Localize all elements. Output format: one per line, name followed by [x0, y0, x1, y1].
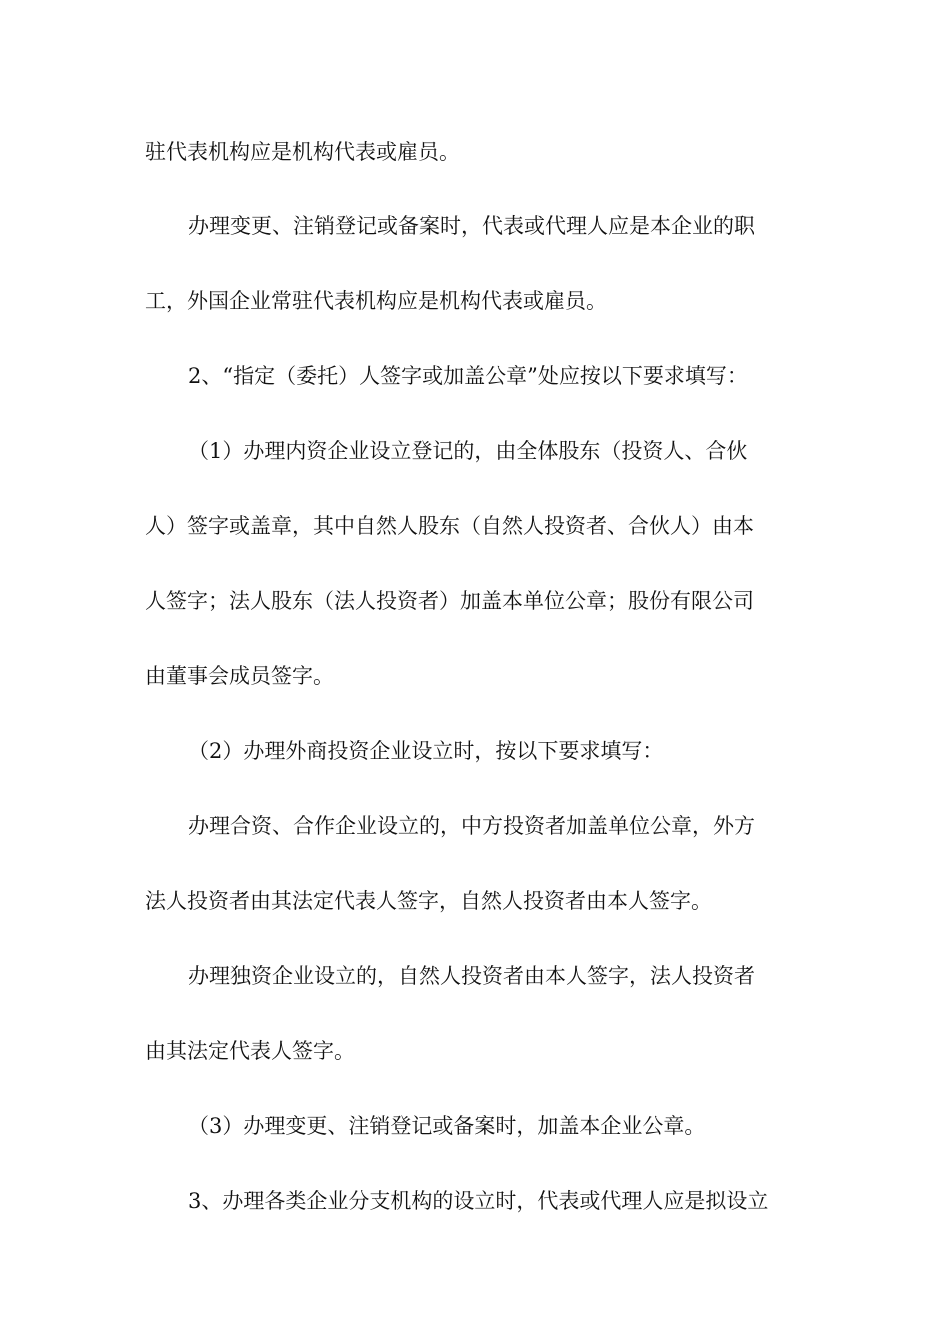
- text-line: 3、办理各类企业分支机构的设立时，代表或代理人应是拟设立: [188, 1189, 769, 1213]
- text-line: 驻代表机构应是机构代表或雇员。: [145, 140, 460, 164]
- text-line: 办理变更、注销登记或备案时，代表或代理人应是本企业的职: [188, 214, 755, 238]
- text-line: （1）办理内资企业设立登记的，由全体股东（投资人、合伙: [188, 439, 748, 463]
- text-line: 办理合资、合作企业设立的，中方投资者加盖单位公章，外方: [188, 814, 755, 838]
- text-line: 由其法定代表人签字。: [145, 1039, 355, 1063]
- text-line: 工，外国企业常驻代表机构应是机构代表或雇员。: [145, 289, 607, 313]
- text-line: 2、“指定（委托）人签字或加盖公章”处应按以下要求填写：: [188, 364, 748, 388]
- text-line: 人签字；法人股东（法人投资者）加盖本单位公章；股份有限公司: [145, 589, 754, 613]
- text-line: （3）办理变更、注销登记或备案时，加盖本企业公章。: [188, 1114, 706, 1138]
- text-line: 办理独资企业设立的，自然人投资者由本人签字，法人投资者: [188, 964, 755, 988]
- text-line: 由董事会成员签字。: [145, 664, 334, 688]
- text-line: （2）办理外商投资企业设立时，按以下要求填写：: [188, 739, 664, 763]
- text-line: 法人投资者由其法定代表人签字，自然人投资者由本人签字。: [145, 889, 712, 913]
- text-line: 人）签字或盖章，其中自然人股东（自然人投资者、合伙人）由本: [145, 514, 754, 538]
